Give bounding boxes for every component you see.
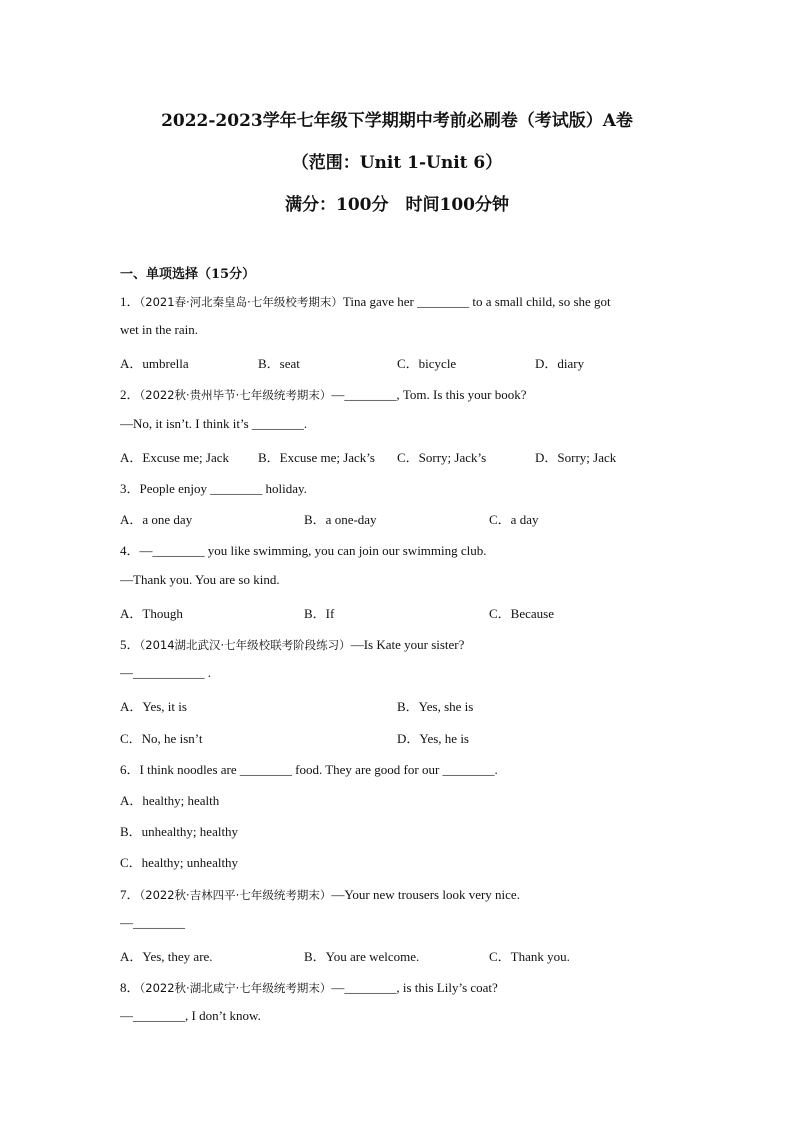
question-stem: Tina gave her ________ to a small child, so she got — [342, 294, 611, 309]
question-6 — [120, 759, 498, 778]
option-c: C．healthy; unhealthy — [120, 855, 239, 870]
option-a: A．Yes, they are. — [120, 949, 213, 964]
question-7 — [120, 884, 520, 903]
question-number: 5． — [120, 637, 140, 652]
option-c: C．Because — [489, 606, 554, 621]
question-source: （2021春·河北秦皇岛·七年级校考期末） — [139, 295, 343, 309]
question-stem-continued: —________, I don’t know. — [120, 1008, 261, 1023]
question-source: （2022秋·贵州毕节·七年级统考期末） — [139, 388, 332, 402]
option-c: C．a day — [489, 512, 539, 527]
option-d: D．Sorry; Jack — [535, 450, 617, 465]
section-heading: 一、单项选择（15分） — [120, 267, 256, 282]
exam-title: 2022-2023学年七年级下学期期中考前必刷卷（考试版）A卷 — [161, 111, 633, 131]
question-stem: —________, is this Lily’s coat? — [331, 980, 498, 995]
option-d: D．diary — [535, 356, 585, 371]
question-number: 4． — [120, 543, 140, 558]
question-number: 7． — [120, 887, 140, 902]
question-stem-continued: —No, it isn’t. I think it’s ________. — [120, 416, 308, 431]
option-a: A．umbrella — [120, 356, 189, 371]
option-d: D．Yes, he is — [397, 731, 469, 746]
question-8 — [120, 977, 498, 996]
question-source: （2014湖北武汉·七年级校联考阶段练习） — [139, 638, 351, 652]
question-number: 2． — [120, 387, 140, 402]
question-stem: —________ you like swimming, you can join our swimming club. — [139, 543, 487, 558]
question-5 — [120, 634, 464, 653]
question-number: 3． — [120, 481, 140, 496]
option-c: C．Thank you. — [489, 949, 570, 964]
exam-meta: 满分：100分 时间100分钟 — [285, 195, 509, 215]
question-2 — [120, 384, 527, 403]
option-b: B．If — [304, 606, 335, 621]
question-4 — [120, 540, 487, 559]
option-b: B．a one-day — [304, 512, 377, 527]
question-1 — [120, 291, 611, 310]
option-b: B．Excuse me; Jack’s — [258, 450, 375, 465]
option-a: A．healthy; health — [120, 793, 220, 808]
question-number: 8． — [120, 980, 140, 995]
question-number: 1． — [120, 294, 140, 309]
question-source: （2022秋·湖北咸宁·七年级统考期末） — [139, 981, 332, 995]
question-stem-continued: —Thank you. You are so kind. — [120, 572, 280, 587]
option-a: A．Yes, it is — [120, 699, 187, 714]
option-b: B．seat — [258, 356, 300, 371]
option-b: B．You are welcome. — [304, 949, 420, 964]
option-c: C．No, he isn’t — [120, 731, 203, 746]
question-stem: —________, Tom. Is this your book? — [331, 387, 527, 402]
question-stem: I think noodles are ________ food. They are good for our ________. — [139, 762, 498, 777]
option-c: C．bicycle — [397, 356, 457, 371]
question-stem-continued: —___________ . — [120, 665, 211, 680]
option-b: B．unhealthy; healthy — [120, 824, 239, 839]
question-stem: People enjoy ________ holiday. — [139, 481, 307, 496]
exam-scope: （范围：Unit 1-Unit 6） — [291, 153, 503, 173]
option-b: B．Yes, she is — [397, 699, 474, 714]
option-a: A．Excuse me; Jack — [120, 450, 230, 465]
question-stem: —Is Kate your sister? — [350, 637, 465, 652]
question-source: （2022秋·吉林四平·七年级统考期末） — [139, 888, 332, 902]
question-stem-continued: wet in the rain. — [120, 322, 198, 337]
option-a: A．Though — [120, 606, 183, 621]
option-c: C．Sorry; Jack’s — [397, 450, 487, 465]
question-3 — [120, 478, 307, 497]
option-a: A．a one day — [120, 512, 193, 527]
question-stem: —Your new trousers look very nice. — [331, 887, 520, 902]
question-number: 6． — [120, 762, 140, 777]
question-stem-continued: —________ — [120, 915, 185, 930]
